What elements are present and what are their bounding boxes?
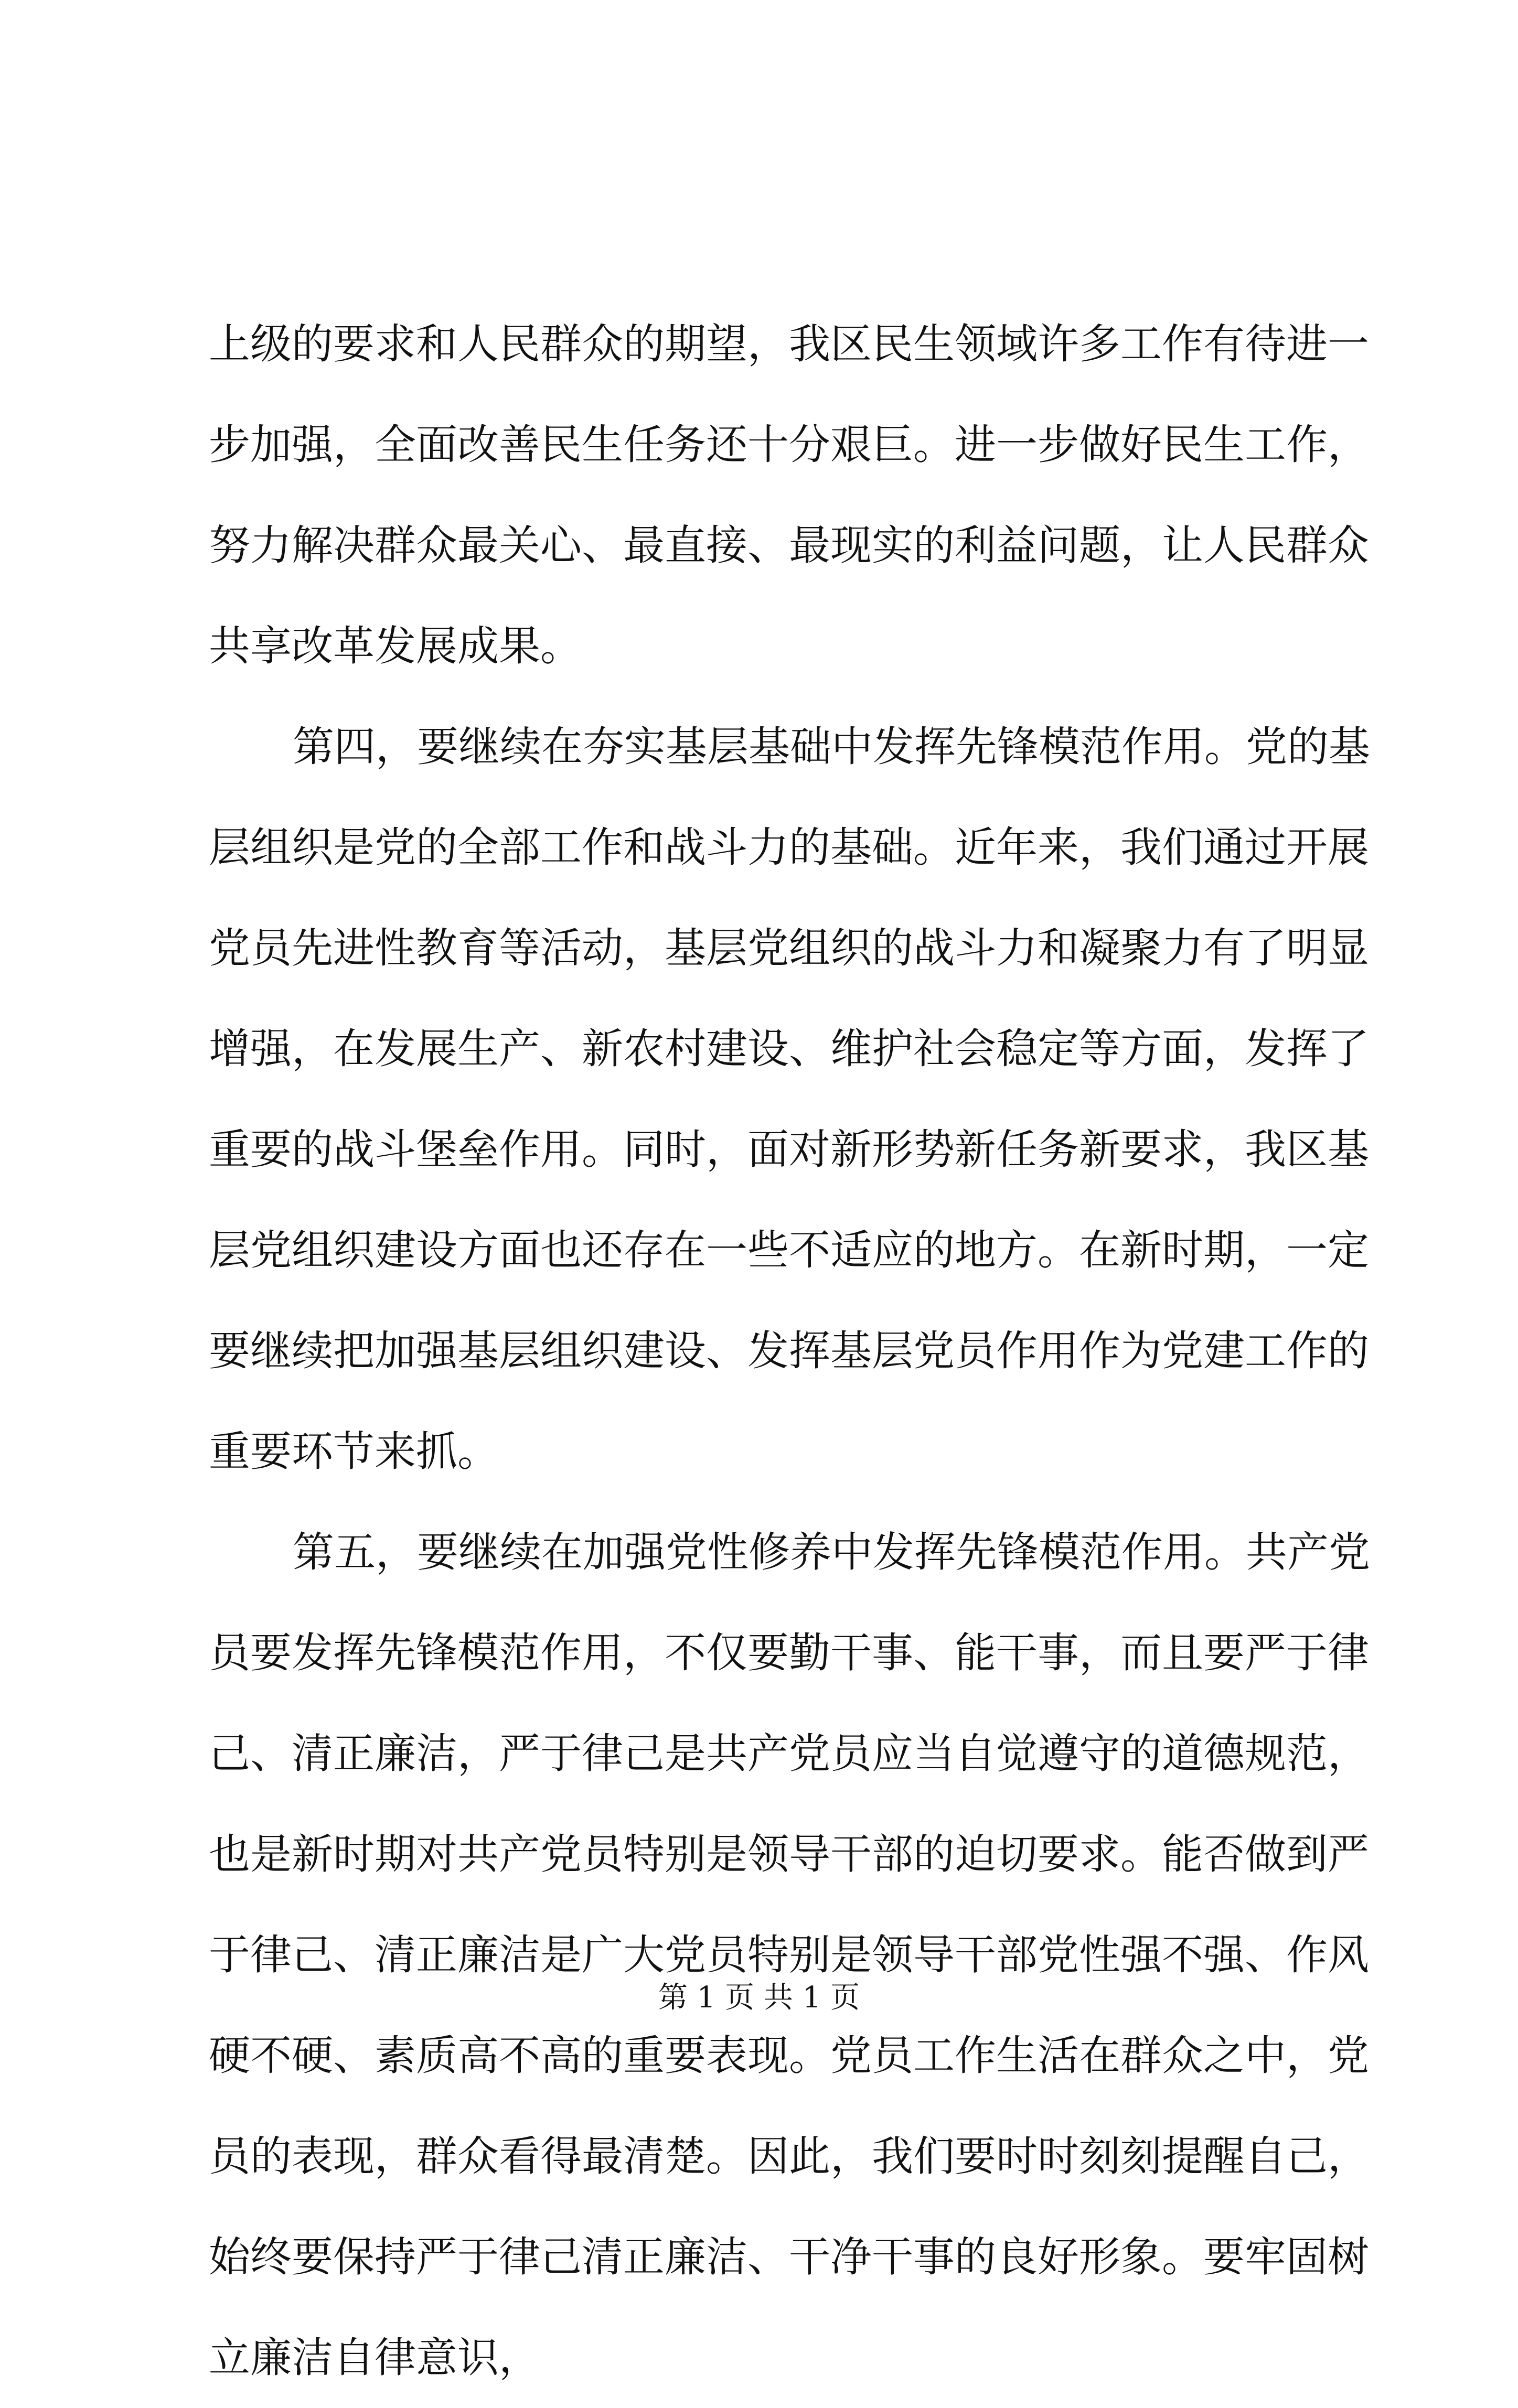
text-line: 层组织是党的全部工作和战斗力的基础。近年来，我们通过开展 xyxy=(209,823,1369,872)
text-line: 层党组织建设方面也还存在一些不适应的地方。在新时期，一定 xyxy=(209,1226,1369,1274)
text-line: 步加强，全面改善民生任务还十分艰巨。进一步做好民生工作， xyxy=(209,421,1369,469)
page-number-footer: 第 1 页 共 1 页 xyxy=(658,1981,860,2015)
text-line: 己、清正廉洁，严于律己是共产党员应当自觉遵守的道德规范， xyxy=(209,1729,1369,1778)
text-line: 也是新时期对共产党员特别是领导干部的迫切要求。能否做到严 xyxy=(209,1830,1369,1878)
paragraph-start-line: 第四，要继续在夯实基层基础中发挥先锋模范作用。党的基 xyxy=(293,723,1370,771)
body-text xyxy=(209,294,1370,2408)
text-line: 员要发挥先锋模范作用，不仅要勤干事、能干事，而且要严于律 xyxy=(209,1629,1369,1677)
text-line: 重要环节来抓。 xyxy=(209,1427,499,1476)
text-line: 上级的要求和人民群众的期望，我区民生领域许多工作有待进一 xyxy=(209,320,1369,368)
text-line: 始终要保持严于律己清正廉洁、干净干事的良好形象。要牢固树 xyxy=(209,2233,1369,2281)
text-line: 于律己、清正廉洁是广大党员特别是领导干部党性强不强、作风 xyxy=(209,1931,1369,1979)
text-line: 立廉洁自律意识， xyxy=(209,2334,540,2382)
paragraph-start-line: 第五，要继续在加强党性修养中发挥先锋模范作用。共产党 xyxy=(293,1528,1370,1576)
text-line: 增强，在发展生产、新农村建设、维护社会稳定等方面，发挥了 xyxy=(209,1025,1369,1073)
text-line: 要继续把加强基层组织建设、发挥基层党员作用作为党建工作的 xyxy=(209,1327,1369,1375)
text-line: 共享改革发展成果。 xyxy=(209,622,582,670)
text-line: 硬不硬、素质高不高的重要表现。党员工作生活在群众之中，党 xyxy=(209,2031,1369,2080)
text-line: 党员先进性教育等活动，基层党组织的战斗力和凝聚力有了明显 xyxy=(209,924,1369,972)
text-line: 员的表现，群众看得最清楚。因此，我们要时时刻刻提醒自己， xyxy=(209,2132,1369,2180)
text-line: 重要的战斗堡垒作用。同时，面对新形势新任务新要求，我区基 xyxy=(209,1125,1369,1174)
text-line: 努力解决群众最关心、最直接、最现实的利益问题，让人民群众 xyxy=(209,521,1369,569)
